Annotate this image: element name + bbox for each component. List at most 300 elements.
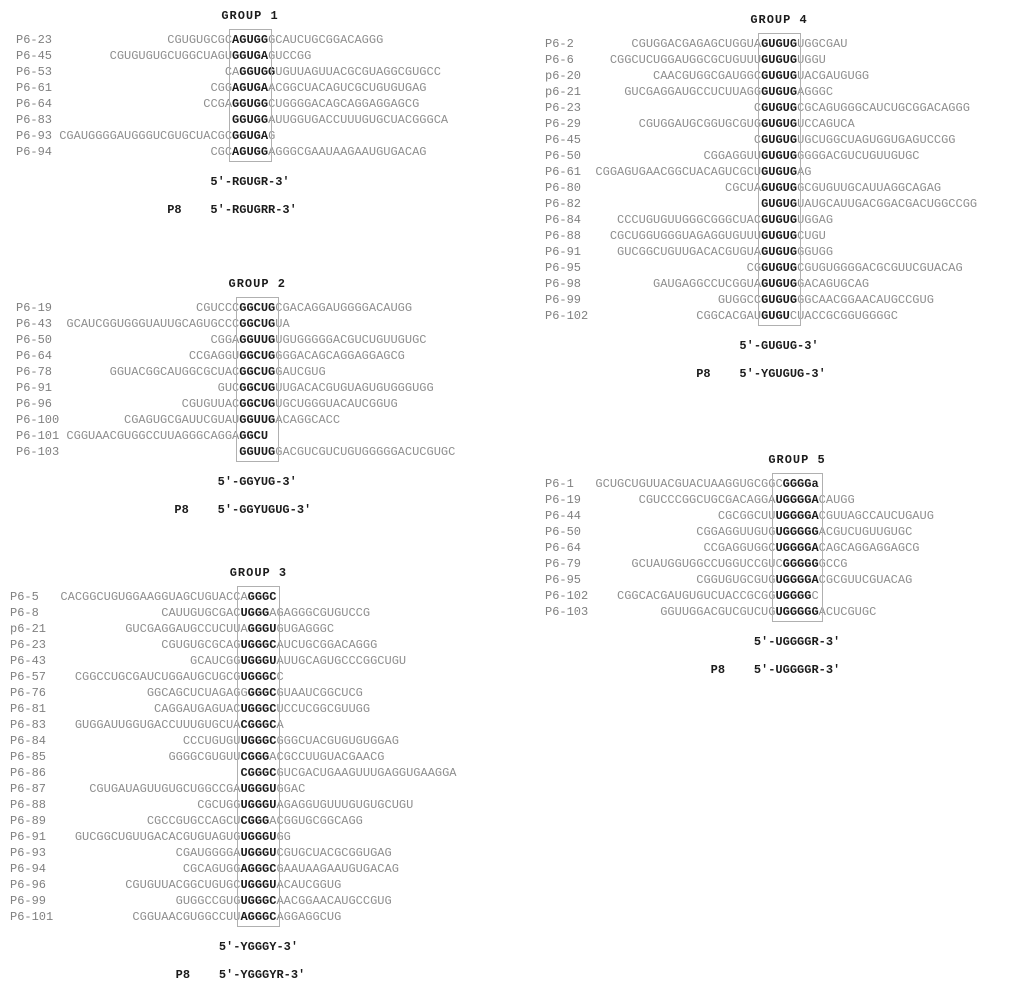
sequence-row-P6-86 — [10, 765, 457, 781]
sequence-3prime: UCCUCGGCGUUGG — [276, 702, 371, 716]
sequence-row-P6-95 — [545, 260, 977, 276]
group-4-panel — [545, 12, 977, 382]
clone-id: P6-43 — [16, 317, 67, 331]
sequence-5prime: CGCUGG — [60, 798, 241, 812]
sequence-3prime: GCGUGUUGCAUUAGGCAGAG — [797, 181, 942, 195]
conserved-motif: UGGGC — [240, 702, 277, 716]
clone-id: P6-88 — [10, 798, 61, 812]
sequence-3prime: UGGU — [797, 53, 826, 67]
sequence-row-P6-43 — [16, 316, 455, 332]
consensus-sequence: 5'-YGGGY-3' — [218, 940, 299, 954]
sequence-row-P6-45 — [16, 48, 448, 64]
sequence-5prime: CGGCACGAUGUGUCUACCGCGG — [595, 589, 776, 603]
conserved-motif: AGUGG — [232, 33, 269, 47]
sequence-row-P6-102 — [545, 588, 934, 604]
sequence-3prime: AGGAGGCUG — [276, 910, 342, 924]
sequence-5prime: GCAUCGGUGGGUAUUGCAGUGCCC — [66, 317, 240, 331]
conserved-motif: GGCUG — [239, 397, 276, 411]
group-3-header — [10, 565, 457, 581]
sequence-row-P6-76 — [10, 685, 457, 701]
sequence-3prime: GCCG — [818, 557, 848, 571]
sequence-3prime: UGGAG — [797, 213, 834, 227]
sequence-row-P6-89 — [10, 813, 457, 829]
sequence-3prime: CGCAGUGGGCAUCUGCGGACAGGG — [797, 101, 970, 115]
sequence-3prime: ACAGGCACC — [275, 413, 341, 427]
sequence-3prime: AUUGCAGUGCCCGGCUGU — [276, 654, 407, 668]
clone-id: P6-85 — [10, 750, 61, 764]
sequence-row-P6-84 — [10, 733, 457, 749]
sequence-3prime: AGGGCGAAUAAGAAUGUGACAG — [268, 145, 427, 159]
sequence-5prime: CG — [595, 261, 762, 275]
sequence-5prime: CGGAGGUUGUG — [595, 525, 776, 539]
sequence-row-P6-23 — [16, 32, 448, 48]
conserved-motif: GGUUG — [239, 333, 276, 347]
clone-id: P6-78 — [16, 365, 67, 379]
clone-id: P6-83 — [10, 718, 61, 732]
sequence-5prime — [595, 197, 761, 211]
conserved-motif: GGUGG — [239, 65, 276, 79]
sequence-5prime: CGCAGUGG — [60, 862, 241, 876]
sequence-3prime: AG — [797, 165, 812, 179]
p8-label: P8 — [175, 968, 191, 982]
sequence-5prime: GCUAUGGUGGCCUGGUCCGUC — [595, 557, 783, 571]
sequence-row-P6-50 — [545, 148, 977, 164]
clone-id: P6-91 — [545, 245, 596, 259]
p8-consensus-sequence: 5'-UGGGGR-3' — [753, 663, 841, 677]
sequence-3prime: GUGAGGGC — [276, 622, 335, 636]
clone-id: P6-101 — [10, 910, 61, 924]
sequence-row-P6-19 — [16, 300, 455, 316]
sequence-3prime: GGGACAGCAGGAGGAGCG — [275, 349, 405, 363]
conserved-motif: UGGGGA — [775, 573, 819, 587]
sequence-row-P6-57 — [10, 669, 457, 685]
sequence-5prime: CCGA — [59, 97, 233, 111]
sequence-3prime: UA — [275, 317, 290, 331]
sequence-row-P6-101 — [10, 909, 457, 925]
sequence-3prime: CUGU — [797, 229, 826, 243]
clone-id: P6-83 — [16, 113, 60, 127]
sequence-5prime: CGUGUGCGC — [59, 33, 233, 47]
sequence-row-P6-44 — [545, 508, 934, 524]
conserved-motif: UGGGU — [240, 654, 277, 668]
sequence-row-P6-8 — [10, 605, 457, 621]
group-5-header — [545, 452, 934, 468]
sequence-3prime: GUCGACUGAAGUUUGAGGUGAAGGA — [276, 766, 457, 780]
sequence-5prime: CACGGCUGUGGAAGGUAGCUGUACCA — [60, 590, 248, 604]
p8-consensus-line — [176, 967, 457, 983]
clone-id: P6-8 — [10, 606, 61, 620]
p8-consensus-line — [174, 502, 455, 518]
sequence-3prime: A — [276, 718, 284, 732]
conserved-motif: GGUGG — [232, 97, 269, 111]
sequence-3prime: AGAGGGCGUGUCCG — [269, 606, 371, 620]
sequence-5prime: CGUCCC — [66, 301, 240, 315]
conserved-motif: GUGUG — [761, 197, 798, 211]
p8-label: P8 — [174, 503, 189, 517]
sequence-3prime: UCCAGUCA — [797, 117, 855, 131]
clone-id: P6-53 — [16, 65, 60, 79]
group-4-header — [545, 12, 977, 28]
clone-id: P6-94 — [10, 862, 61, 876]
sequence-5prime: CGUGUUAC — [66, 397, 240, 411]
consensus-sequence: 5'-GUGUG-3' — [739, 339, 819, 353]
sequence-5prime — [66, 445, 239, 459]
sequence-row-P6-94 — [16, 144, 448, 160]
group-2-header — [16, 276, 455, 292]
sequence-5prime: C — [595, 133, 762, 147]
sequence-row-P6-50 — [545, 524, 934, 540]
conserved-motif: GUGUG — [761, 133, 798, 147]
clone-id: P6-103 — [545, 605, 596, 619]
sequence-row-P6-2 — [545, 36, 977, 52]
conserved-motif: UGGGU — [240, 830, 277, 844]
sequence-5prime: CGCUA — [595, 181, 762, 195]
clone-id: p6-21 — [10, 622, 61, 636]
sequence-row-P6-64 — [545, 540, 934, 556]
sequence-3prime: ACGCCUUGUACGAACG — [269, 750, 385, 764]
sequence-row-P6-53 — [16, 64, 448, 80]
clone-id: P6-80 — [545, 181, 596, 195]
sequence-3prime: CGCGUUCGUACAG — [818, 573, 913, 587]
sequence-row-P6-1 — [545, 476, 934, 492]
clone-id: P6-43 — [10, 654, 61, 668]
clone-id: P6-99 — [10, 894, 61, 908]
sequence-5prime: CGUGUGCGCAG — [60, 638, 241, 652]
clone-id: P6-87 — [10, 782, 61, 796]
clone-id: P6-103 — [16, 445, 67, 459]
clone-id: P6-96 — [16, 397, 67, 411]
sequence-row-P6-93 — [10, 845, 457, 861]
conserved-motif: UGGG — [240, 606, 270, 620]
sequence-3prime: UGGCGAU — [797, 37, 848, 51]
clone-id: P6-91 — [16, 381, 67, 395]
sequence-row-p6-21 — [545, 84, 977, 100]
sequence-row-P6-61 — [16, 80, 448, 96]
sequence-3prime: GCAUCUGCGGACAGGG — [268, 33, 384, 47]
group-2-panel — [16, 276, 455, 518]
sequence-3prime: ACGGCUACAGUCGCUGUGUGAG — [268, 81, 427, 95]
sequence-row-P6-5 — [10, 589, 457, 605]
sequence-5prime: GAUGAGGCCUCGGUA — [595, 277, 762, 291]
conserved-motif: GUGUG — [761, 149, 798, 163]
sequence-3prime: AGAGGUGUUUGUGUGCUGU — [276, 798, 414, 812]
sequence-row-P6-103 — [16, 444, 455, 460]
conserved-motif: GUGUG — [761, 229, 798, 243]
sequence-3prime: ACAUCGGUG — [276, 878, 342, 892]
p8-consensus-sequence: 5'-GGYUGUG-3' — [217, 503, 312, 517]
sequence-5prime: GGUUGGACGUCGUCUG — [595, 605, 776, 619]
sequence-5prime: GUGGCCGUG — [60, 894, 241, 908]
conserved-motif: UGGGC — [240, 734, 277, 748]
sequence-3prime: GACAGUGCAG — [797, 277, 870, 291]
conserved-motif: CGGGC — [240, 766, 277, 780]
clone-id: P6-61 — [16, 81, 60, 95]
conserved-motif: AGUGA — [232, 81, 269, 95]
sequence-row-P6-61 — [545, 164, 977, 180]
sequence-row-P6-88 — [545, 228, 977, 244]
sequence-5prime: CGUGAUAGUUGUGCUGGCCGA — [60, 782, 241, 796]
p8-consensus-sequence: 5'-YGGGYR-3' — [218, 968, 306, 982]
sequence-3prime: CAUGG — [818, 493, 855, 507]
sequence-3prime: AGGGC — [797, 85, 834, 99]
sequence-3prime: UGUGGGGGACGUCUGUUGUGC — [275, 333, 427, 347]
sequence-5prime: CGAUGGGGAUGGGUCGUGCUACGC — [59, 129, 233, 143]
sequence-row-P6-85 — [10, 749, 457, 765]
conserved-motif: GGCUG — [239, 349, 276, 363]
sequence-3prime: ACUCGUGC — [818, 605, 877, 619]
conserved-motif: GGGGa — [782, 477, 819, 491]
sequence-3prime: GGCAACGGAACAUGCCGUG — [797, 293, 934, 307]
clone-id: P6-93 — [16, 129, 60, 143]
sequence-5prime: CAGGAUGAGUAC — [60, 702, 241, 716]
sequence-3prime: CGACAGGAUGGGGACAUGG — [275, 301, 413, 315]
conserved-motif: GGCUG — [239, 301, 276, 315]
sequence-5prime: CCCUGUGUUGGGCGGGCUAC — [595, 213, 762, 227]
sequence-row-P6-91 — [16, 380, 455, 396]
sequence-row-P6-103 — [545, 604, 934, 620]
sequence-row-P6-91 — [545, 244, 977, 260]
sequence-3prime: CGUUAGCCAUCUGAUG — [818, 509, 934, 523]
sequence-row-P6-19 — [545, 492, 934, 508]
sequence-3prime: G — [268, 129, 276, 143]
clone-id: P6-44 — [545, 509, 596, 523]
sequence-row-P6-93 — [16, 128, 448, 144]
sequence-3prime: GGAC — [276, 782, 306, 796]
sequence-3prime: AUUGGUGACCUUUGUGCUACGGGCA — [268, 113, 449, 127]
sequence-row-P6-94 — [10, 861, 457, 877]
sequence-row-P6-101 — [16, 428, 455, 444]
clone-id: P6-84 — [545, 213, 596, 227]
sequence-5prime: CGUGGACGAGAGCUGGUA — [595, 37, 762, 51]
sequence-5prime: GUCGGCUGUUGACACGUGUAGUG — [60, 830, 241, 844]
sequence-3prime: CGUGCUACGCGGUGAG — [276, 846, 392, 860]
sequence-3prime: GUCCGG — [268, 49, 312, 63]
conserved-motif: UGGGU — [240, 878, 277, 892]
p8-consensus-line — [711, 662, 934, 678]
sequence-row-P6-64 — [16, 348, 455, 364]
sequence-5prime — [59, 113, 232, 127]
group-2-title: GROUP 2 — [228, 277, 286, 291]
conserved-motif: GGCU — [239, 429, 269, 443]
sequence-row-P6-91 — [10, 829, 457, 845]
sequence-3prime: GACGUCGUCUGUGGGGGACUCGUGC — [275, 445, 456, 459]
clone-id: P6-81 — [10, 702, 61, 716]
sequence-5prime: GUCGAGGAUGCCUCUUAGG — [595, 85, 762, 99]
sequence-row-P6-81 — [10, 701, 457, 717]
sequence-3prime: GAUCGUG — [275, 365, 326, 379]
group-1-alignment — [16, 32, 448, 160]
sequence-3prime: CAGCAGGAGGAGCG — [818, 541, 920, 555]
conserved-motif: GUGUG — [761, 101, 798, 115]
group-1-panel — [16, 8, 448, 218]
sequence-3prime: GGUGG — [797, 245, 834, 259]
sequence-row-P6-83 — [16, 112, 448, 128]
sequence-5prime: CGUGUGUGCUGGCUAGU — [59, 49, 233, 63]
clone-id: P6-96 — [10, 878, 61, 892]
conserved-motif: UGGGU — [240, 798, 277, 812]
conserved-motif: AGGGC — [240, 910, 277, 924]
clone-id: P6-1 — [545, 477, 596, 491]
sequence-5prime: GUCGGCUGUUGACACGUGUA — [595, 245, 762, 259]
clone-id: P6-19 — [545, 493, 596, 507]
conserved-motif: AGUGG — [232, 145, 269, 159]
clone-id: P6-50 — [16, 333, 67, 347]
sequence-3prime: GGGCUACGUGUGUGGAG — [276, 734, 399, 748]
sequence-5prime — [60, 766, 240, 780]
conserved-motif: GUGUG — [761, 69, 798, 83]
sequence-row-P6-88 — [10, 797, 457, 813]
p8-label: P8 — [167, 203, 182, 217]
conserved-motif: GUGUG — [761, 85, 798, 99]
group-2-alignment — [16, 300, 455, 460]
sequence-3prime: AACGGAACAUGCCGUG — [276, 894, 392, 908]
conserved-motif: UGGGGG — [775, 605, 819, 619]
sequence-3prime: CUACCGCGGUGGGGC — [789, 309, 898, 323]
conserved-motif: UGGGC — [240, 638, 277, 652]
group-1-title: GROUP 1 — [221, 9, 279, 23]
clone-id: P6-76 — [10, 686, 61, 700]
p8-label: P8 — [696, 367, 711, 381]
group-5-panel — [545, 452, 934, 678]
clone-id: P6-19 — [16, 301, 67, 315]
conserved-motif: CGGGC — [240, 718, 277, 732]
sequence-row-P6-50 — [16, 332, 455, 348]
clone-id: P6-50 — [545, 149, 596, 163]
sequence-5prime: CAACGUGGCGAUGGC — [595, 69, 762, 83]
sequence-3prime: AUCUGCGGACAGGG — [276, 638, 378, 652]
clone-id: P6-64 — [16, 349, 67, 363]
sequence-5prime: GGUACGGCAUGGCGCUAC — [66, 365, 240, 379]
conserved-motif: UGGGGA — [775, 509, 819, 523]
clone-id: P6-29 — [545, 117, 596, 131]
consensus-sequence: 5'-GGYUG-3' — [217, 475, 297, 489]
sequence-3prime: GAAUAAGAAUGUGACAG — [276, 862, 399, 876]
p8-consensus-line — [167, 202, 448, 218]
sequence-5prime: CAUUGUGCGAC — [60, 606, 241, 620]
sequence-row-P6-64 — [16, 96, 448, 112]
sequence-5prime: GCUGCUGUUACGUACUAAGGUGCGGC — [595, 477, 783, 491]
sequence-5prime: CCGAGGUGGC — [595, 541, 776, 555]
sequence-3prime: C — [276, 670, 284, 684]
sequence-5prime: CGUCCCGGCUGCGACAGGA — [595, 493, 776, 507]
conserved-motif: UGGGU — [240, 846, 277, 860]
conserved-motif: GUGUG — [761, 213, 798, 227]
sequence-3prime: GG — [276, 830, 291, 844]
sequence-5prime: CGGCCUGCGAUCUGGAUGCUGCG — [60, 670, 241, 684]
group-4-title: GROUP 4 — [750, 13, 808, 27]
group-3-alignment — [10, 589, 457, 925]
conserved-motif: GUGUG — [761, 181, 798, 195]
sequence-3prime: C — [811, 589, 819, 603]
sequence-5prime: GGCAGCUCUAGAGG — [60, 686, 248, 700]
conserved-motif: GGCUG — [239, 365, 276, 379]
conserved-motif: GUGU — [761, 309, 790, 323]
sequence-row-P6-83 — [10, 717, 457, 733]
conserved-motif: GGCUG — [239, 381, 276, 395]
sequence-row-P6-84 — [545, 212, 977, 228]
group-5-alignment — [545, 476, 934, 620]
sequence-5prime: CCGAGGU — [66, 349, 240, 363]
consensus-sequence: 5'-UGGGGR-3' — [753, 635, 841, 649]
sequence-5prime: GUCGAGGAUGCCUCUUA — [60, 622, 248, 636]
sequence-row-P6-82 — [545, 196, 977, 212]
clone-id: P6-98 — [545, 277, 596, 291]
conserved-motif: CGGG — [240, 814, 270, 828]
clone-id: P6-89 — [10, 814, 61, 828]
sequence-3prime: UGCUGGCUAGUGGUGAGUCCGG — [797, 133, 956, 147]
conserved-motif: GGGU — [247, 622, 277, 636]
clone-id: P6-6 — [545, 53, 596, 67]
sequence-5prime: CGGUAACGUGGCCUUAGGGCAGGA — [66, 429, 240, 443]
sequence-3prime: UACGAUGUGG — [797, 69, 870, 83]
clone-id: P6-61 — [545, 165, 596, 179]
sequence-3prime: ACGUCUGUUGUGC — [818, 525, 913, 539]
clone-id: P6-45 — [16, 49, 60, 63]
conserved-motif: GUGUG — [761, 117, 798, 131]
conserved-motif: GGUGA — [232, 129, 269, 143]
sequence-5prime: CGGA — [66, 333, 240, 347]
sequence-row-p6-20 — [545, 68, 977, 84]
p8-label: P8 — [710, 663, 726, 677]
sequence-5prime: CGAUGGGGA — [60, 846, 241, 860]
sequence-5prime: GUC — [66, 381, 240, 395]
conserved-motif: GGUGA — [232, 49, 269, 63]
sequence-row-P6-6 — [545, 52, 977, 68]
sequence-5prime: CGGAGUGAACGGCUACAGUCGCU — [595, 165, 762, 179]
conserved-motif: GUGUG — [761, 293, 798, 307]
sequence-5prime: CGCCGUGCCAGCU — [60, 814, 241, 828]
conserved-motif: GUGUG — [761, 261, 798, 275]
clone-id: P6-2 — [545, 37, 596, 51]
clone-id: P6-101 — [16, 429, 67, 443]
sequence-5prime: GUGGAUUGGUGACCUUUGUGCUA — [60, 718, 241, 732]
conserved-motif: CGGG — [240, 750, 270, 764]
sequence-3prime: UAUGCAUUGACGGACGACUGGCCGG — [797, 197, 978, 211]
sequence-row-P6-45 — [545, 132, 977, 148]
sequence-5prime: CGGCACGAU — [595, 309, 762, 323]
sequence-5prime: GCAUCGG — [60, 654, 241, 668]
clone-id: P6-102 — [545, 589, 596, 603]
sequence-5prime: CGG — [59, 81, 233, 95]
group-3-panel — [10, 565, 457, 983]
clone-id: P6-45 — [545, 133, 596, 147]
group-3-title: GROUP 3 — [229, 566, 288, 580]
conserved-motif: UGGGGG — [775, 525, 819, 539]
clone-id: P6-57 — [10, 670, 61, 684]
sequence-row-P6-98 — [545, 276, 977, 292]
clone-id: P6-79 — [545, 557, 596, 571]
clone-id: P6-23 — [545, 101, 596, 115]
sequence-row-P6-23 — [10, 637, 457, 653]
sequence-row-P6-43 — [10, 653, 457, 669]
clone-id: P6-84 — [10, 734, 61, 748]
clone-id: P6-100 — [16, 413, 67, 427]
conserved-motif: GUGUG — [761, 37, 798, 51]
sequence-5prime: CGGAGGUU — [595, 149, 762, 163]
clone-id: P6-5 — [10, 590, 61, 604]
sequence-row-P6-79 — [545, 556, 934, 572]
clone-id: p6-21 — [545, 85, 596, 99]
clone-id: P6-23 — [16, 33, 60, 47]
sequence-5prime: CGC — [59, 145, 233, 159]
conserved-motif: GUGUG — [761, 53, 798, 67]
clone-id: P6-86 — [10, 766, 61, 780]
conserved-motif: UGGGG — [775, 589, 812, 603]
sequence-5prime: CGGCUCUGGAUGGCGCUGUUU — [595, 53, 762, 67]
sequence-5prime: GGGGCGUGUU — [60, 750, 241, 764]
sequence-row-P6-80 — [545, 180, 977, 196]
group-5-title: GROUP 5 — [768, 453, 826, 467]
